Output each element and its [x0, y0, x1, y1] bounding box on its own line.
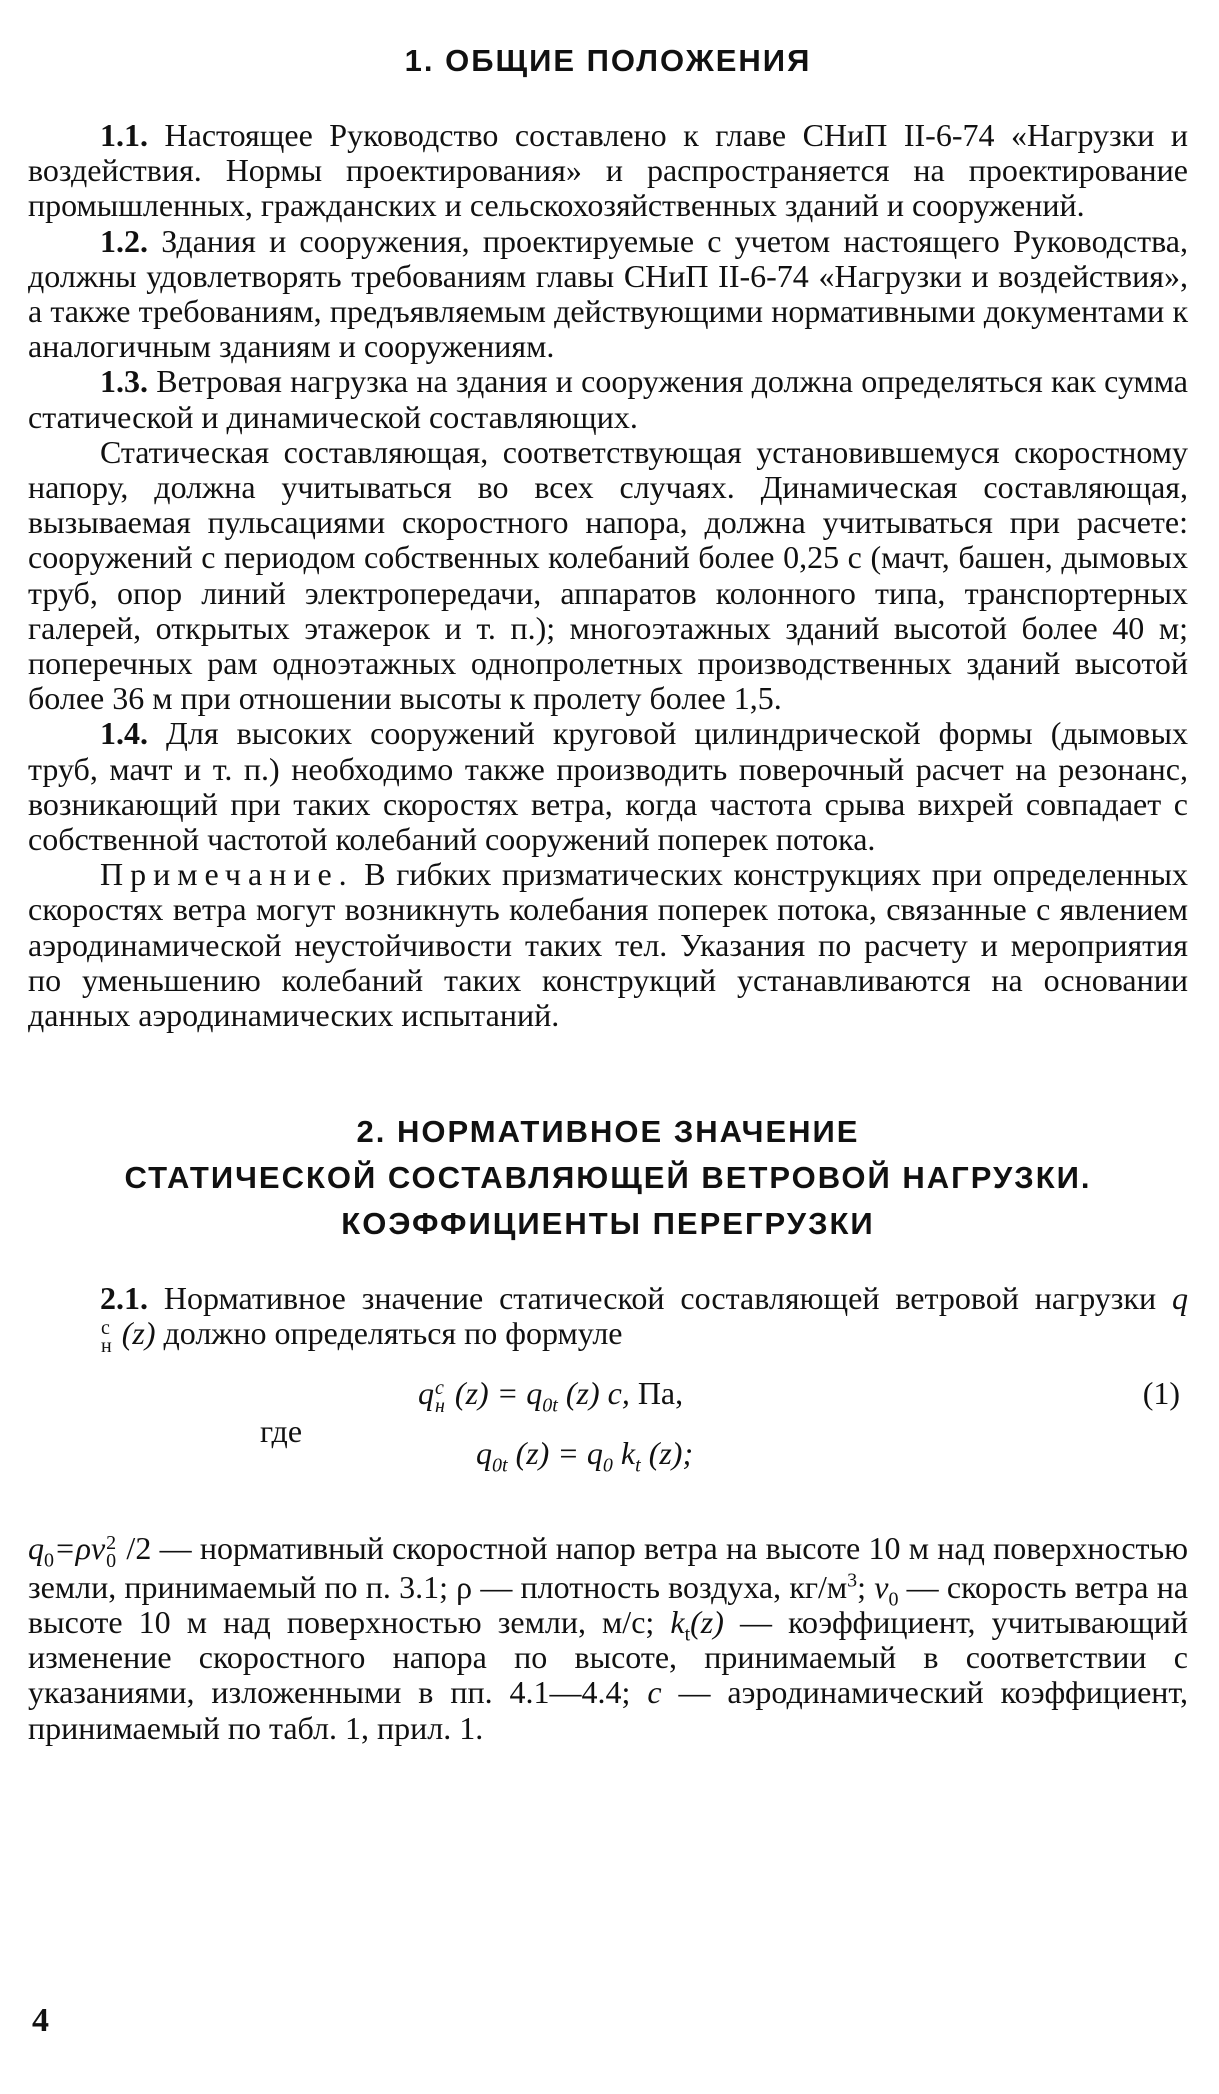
paragraph-text: Для высоких сооружений круговой цилиндрической формы (дымовых труб, мачт и т. п.) необходимо также производить поверочный расчет на резонанс, возникающий при таких скоростях ветра, когда частота срыва вихрей совпадает с собственной частотой колебаний сооружений поперек потока. — [28, 715, 1188, 858]
subscript: t — [684, 1623, 691, 1646]
subscript: 0 — [106, 1549, 117, 1572]
section-1-title: 1. ОБЩИЕ ПОЛОЖЕНИЯ — [404, 43, 812, 78]
symbol-kt: k — [670, 1604, 685, 1640]
definition-text: /2 — нормативный скоростной напор ветра на высоте 10 м над поверхностью земли, принимаемый по п. 3.1; ρ — плотность воздуха, кг/м — [28, 1530, 1188, 1605]
paragraph-1-1 — [28, 118, 1188, 224]
symbol-argument: (z) — [113, 1315, 156, 1352]
section-2-title-line-1: 2. НОРМАТИВНОЕ ЗНАЧЕНИЕ — [356, 1114, 860, 1150]
symbol-indices — [29, 1317, 112, 1358]
paragraph-text: Настоящее Руководство составлено к главе СНиП II-6-74 «Нагрузки и воздействия. Нормы проектирования» и распространяется на проектирование промышленных, гражданских и сельскохозяйственных зданий и сооружений. — [28, 117, 1188, 224]
formula-symbol: q — [476, 1435, 492, 1472]
superscript: 2 — [106, 1531, 117, 1554]
formula-symbol: k — [612, 1435, 636, 1472]
symbol-v0: v — [874, 1568, 889, 1605]
note-paragraph — [28, 857, 1188, 1033]
symbol-argument: (z) — [690, 1604, 724, 1640]
paragraph-number: 1.4. — [100, 715, 148, 752]
paragraph-1-2 — [28, 224, 1188, 365]
subscript: t — [635, 1454, 641, 1477]
formula-text: =ρv — [54, 1530, 106, 1567]
formula-text: (z) = q — [446, 1375, 543, 1412]
paragraph-number: 1.1. — [100, 117, 148, 153]
subscript: 0 — [44, 1549, 54, 1572]
symbol-c: c — [647, 1674, 662, 1711]
note-label: Примечание. — [100, 856, 354, 893]
section-2-title-line-2: СТАТИЧЕСКОЙ СОСТАВЛЯЮЩЕЙ ВЕТРОВОЙ НАГРУЗКИ. — [124, 1160, 1092, 1196]
document-page — [28, 0, 1188, 2094]
definition-text: — скорость ветра на высоте 10 м над поверхностью земли, м/с; — [28, 1568, 1189, 1640]
symbol-indices — [106, 1531, 117, 1572]
paragraph-1-3 — [28, 364, 1188, 434]
paragraph-2-1 — [28, 1280, 1188, 1358]
formula-block — [28, 1375, 1188, 1525]
paragraph-1-4 — [28, 716, 1188, 857]
superscript: 3 — [847, 1569, 858, 1592]
paragraph-text: Нормативное значение статической составляющей ветровой нагрузки — [148, 1280, 1172, 1317]
symbol-indices — [435, 1376, 445, 1417]
formula-symbol: q — [418, 1375, 434, 1412]
paragraph-text: должно определяться по формуле — [155, 1315, 623, 1352]
superscript: с — [435, 1376, 444, 1399]
subscript: н — [101, 1335, 112, 1358]
formula-2 — [476, 1435, 694, 1477]
where-label: где — [260, 1413, 303, 1450]
paragraph-text: Ветровая нагрузка на здания и сооружения должна определяться как сумма статической и динамической составляющих. — [28, 363, 1188, 435]
formula-1 — [418, 1375, 683, 1415]
subscript: 0t — [542, 1394, 558, 1417]
definition-text: — коэффициент, учитывающий изменение скоростного напора по высоте, принимаемый в соответствии с указаниями, изложенными в пп. 4.1—4.4; — [28, 1604, 1188, 1711]
paragraph-number: 2.1. — [100, 1280, 148, 1317]
equation-number: (1) — [1142, 1375, 1180, 1412]
page-number: 4 — [32, 2002, 49, 2039]
formula-text: (z) = q — [507, 1435, 603, 1472]
formula-text: (z) c, — [557, 1375, 630, 1412]
subscript: н — [435, 1394, 445, 1417]
definition-text: ; — [857, 1568, 875, 1605]
subscript: 0 — [602, 1454, 613, 1477]
paragraph-number: 1.2. — [100, 222, 148, 259]
definition-text: — аэродинамический коэффициент, принимаемый по табл. 1, прил. 1. — [28, 1674, 1188, 1746]
symbol-q: q — [1172, 1280, 1188, 1317]
subscript: 0t — [492, 1454, 508, 1477]
section-2-title-line-3: КОЭФФИЦИЕНТЫ ПЕРЕГРУЗКИ — [341, 1206, 875, 1242]
superscript: с — [101, 1317, 110, 1340]
paragraph-1-3-continued: Статическая составляющая, соответствующая установившемуся скоростному напору, должна учитываться во всех случаях. Динамическая составляющая, вызываемая пульсациями скоростного напора, должна учитываться при расчете: сооружений с периодом собственных колебаний более 0,25 с (мачт, башен, дымовых труб, опор линий электропередачи, аппаратов колонного типа, транспортерных галерей, открытых этажерок и т. п.); многоэтажных зданий высотой более 40 м; поперечных рам одноэтажных однопролетных производственных зданий высотой более 36 м при отношении высоты к пролету более 1,5. — [28, 433, 1188, 717]
symbol-q0: q — [28, 1530, 44, 1567]
note-text: В гибких призматических конструкциях при определенных скоростях ветра могут возникнуть колебания поперек потока, связанные с явлением аэродинамической неустойчивости таких тел. Указания по расчету и мероприятия по уменьшению колебаний таких конструкций устанавливаются на основании данных аэродинамических испытаний. — [28, 856, 1188, 1034]
paragraph-number: 1.3. — [100, 363, 148, 400]
formula-text: (z); — [640, 1435, 694, 1472]
subscript: 0 — [888, 1588, 899, 1611]
section-2-title — [28, 1109, 1188, 1247]
formula-unit: Па, — [629, 1375, 684, 1412]
definitions-paragraph — [28, 1531, 1188, 1746]
paragraph-text: Здания и сооружения, проектируемые с учетом настоящего Руководства, должны удовлетворять требованиям главы СНиП II-6-74 «Нагрузки и воздействия», а также требованиям, предъявляемым действующими нормативными документами к аналогичным зданиям и сооружениям. — [28, 222, 1188, 365]
